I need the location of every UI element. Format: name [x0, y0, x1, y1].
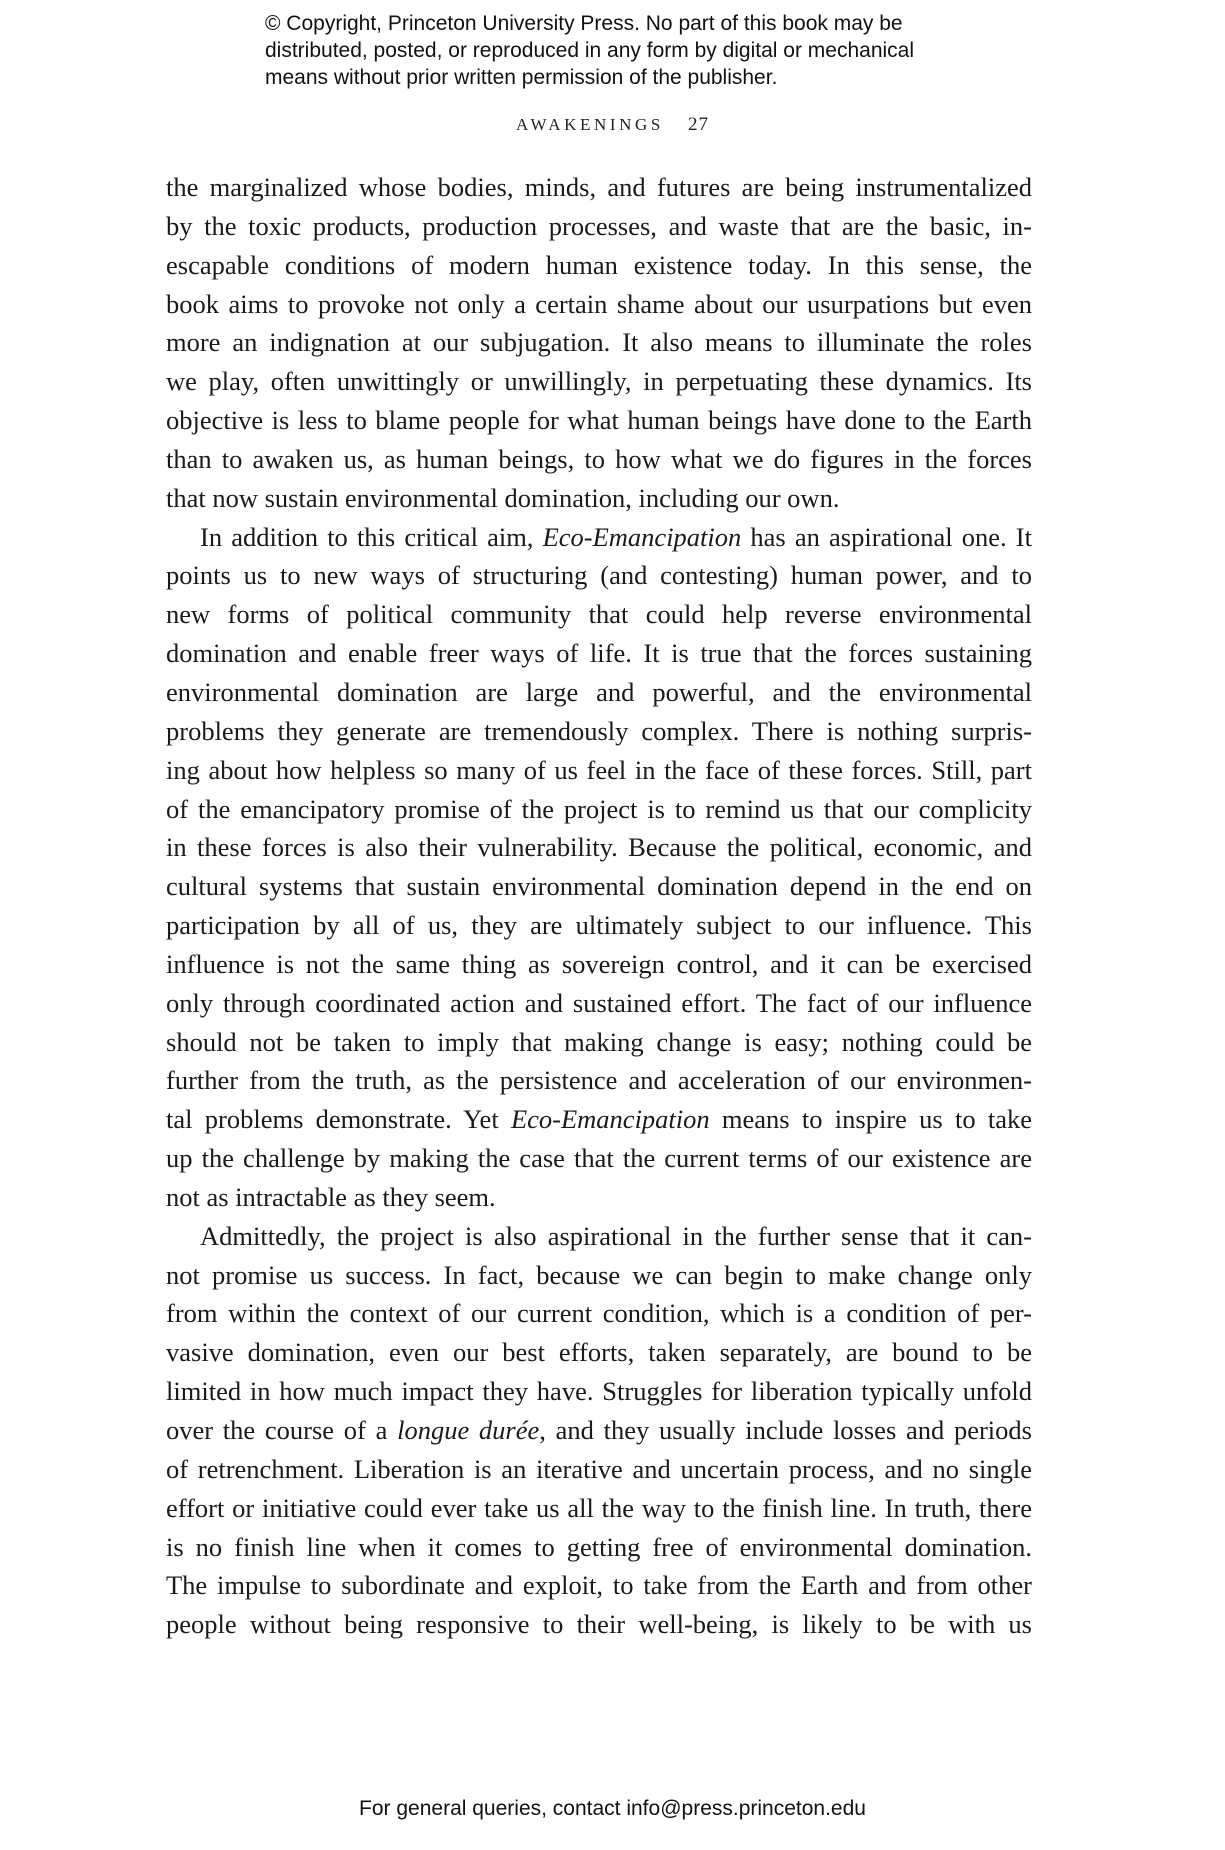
text-line: environmental domination are large and powerful, and the environmental: [166, 676, 1032, 707]
text-line: cultural systems that sustain environmental domination depend in the end on: [166, 871, 1032, 902]
text-line: vasive domination, even our best efforts, taken separately, are bound to be: [166, 1337, 1032, 1368]
text-fragment: tal problems demonstrate. Yet: [166, 1104, 511, 1135]
text-line: effort or initiative could ever take us all the way to the finish line. In truth, there: [166, 1492, 1032, 1523]
copyright-notice: [265, 10, 985, 91]
copyright-line: distributed, posted, or reproduced in any form by digital or mechanical: [265, 39, 915, 62]
book-title-italic: Eco-Emancipation: [510, 1104, 710, 1135]
text-line: problems they generate are tremendously complex. There is nothing surpris-: [166, 715, 1032, 746]
text-line: the marginalized whose bodies, minds, and futures are being instrumentalized: [166, 172, 1032, 202]
text-line: should not be taken to imply that making change is easy; nothing could be: [166, 1026, 1032, 1057]
text-line: limited in how much impact they have. Struggles for liberation typically unfold: [166, 1376, 1032, 1407]
copyright-line: means without prior written permission of the publisher.: [265, 66, 778, 89]
text-line: than to awaken us, as human beings, to how what we do figures in the forces: [166, 443, 1032, 474]
text-fragment: has an aspirational one. It: [741, 521, 1032, 552]
foreign-phrase-italic: longue durée: [397, 1415, 540, 1445]
text-line: participation by all of us, they are ultimately subject to our influence. This: [166, 910, 1032, 941]
text-line-paragraph-start: [166, 518, 1032, 557]
text-line: [166, 1100, 1032, 1139]
text-line: people without being responsive to their well-being, is likely to be with us: [166, 1609, 1032, 1640]
text-line: influence is not the same thing as sovereign control, and it can be exercised: [166, 948, 1032, 979]
text-line: of retrenchment. Liberation is an iterative and uncertain process, and no single: [166, 1453, 1032, 1484]
text-line: only through coordinated action and sustained effort. The fact of our influence: [166, 987, 1032, 1018]
book-title-italic: Eco-Emancipation: [542, 521, 742, 552]
body-text: [166, 168, 1032, 1644]
text-line: points us to new ways of structuring (and contesting) human power, and to: [166, 560, 1032, 591]
text-line: escapable conditions of modern human existence today. In this sense, the: [166, 249, 1032, 280]
text-line: ing about how helpless so many of us feel in the face of these forces. Still, part: [166, 754, 1032, 785]
text-line: objective is less to blame people for what human beings have done to the Earth: [166, 405, 1032, 436]
text-line: from within the context of our current condition, which is a condition of per-: [166, 1298, 1032, 1329]
text-line: new forms of political community that could help reverse environmental: [166, 599, 1032, 630]
text-line: [166, 1411, 1032, 1450]
text-line: of the emancipatory promise of the project is to remind us that our complicity: [166, 793, 1032, 824]
text-fragment: means to inspire us to take: [709, 1104, 1033, 1135]
page-number: 27: [687, 114, 709, 135]
running-head-title: AWAKENINGS: [516, 115, 664, 134]
text-line: The impulse to subordinate and exploit, to take from the Earth and from other: [166, 1570, 1032, 1601]
text-line: more an indignation at our subjugation. It also means to illuminate the roles: [166, 327, 1032, 358]
text-line: domination and enable freer ways of life. It is true that the forces sustaining: [166, 638, 1032, 669]
footer-contact: For general queries, contact info@press.princeton.edu: [359, 1797, 866, 1820]
text-line: we play, often unwittingly or unwillingly, in perpetuating these dynamics. Its: [166, 366, 1032, 397]
text-fragment: In addition to this critical aim,: [200, 521, 543, 552]
text-line: is no finish line when it comes to getting free of environmental domination.: [166, 1531, 1032, 1562]
text-line: up the challenge by making the case that the current terms of our existence are: [166, 1143, 1032, 1174]
running-head: [0, 114, 1225, 136]
text-fragment: , and they usually include losses and periods: [539, 1415, 1032, 1445]
text-line: further from the truth, as the persistence and acceleration of our environmen-: [166, 1065, 1032, 1096]
text-line-paragraph-start: Admittedly, the project is also aspirational in the further sense that it can-: [200, 1220, 1032, 1251]
text-line: not as intractable as they seem.: [166, 1181, 496, 1212]
text-line: by the toxic products, production processes, and waste that are the basic, in-: [166, 210, 1032, 241]
text-line: book aims to provoke not only a certain shame about our usurpations but even: [166, 288, 1032, 319]
copyright-line: © Copyright, Princeton University Press. No part of this book may be: [265, 12, 903, 35]
text-line: in these forces is also their vulnerability. Because the political, economic, and: [166, 832, 1032, 863]
text-fragment: over the course of a: [166, 1415, 398, 1445]
text-line: not promise us success. In fact, because we can begin to make change only: [166, 1259, 1032, 1290]
text-line: that now sustain environmental domination, including our own.: [166, 482, 840, 513]
